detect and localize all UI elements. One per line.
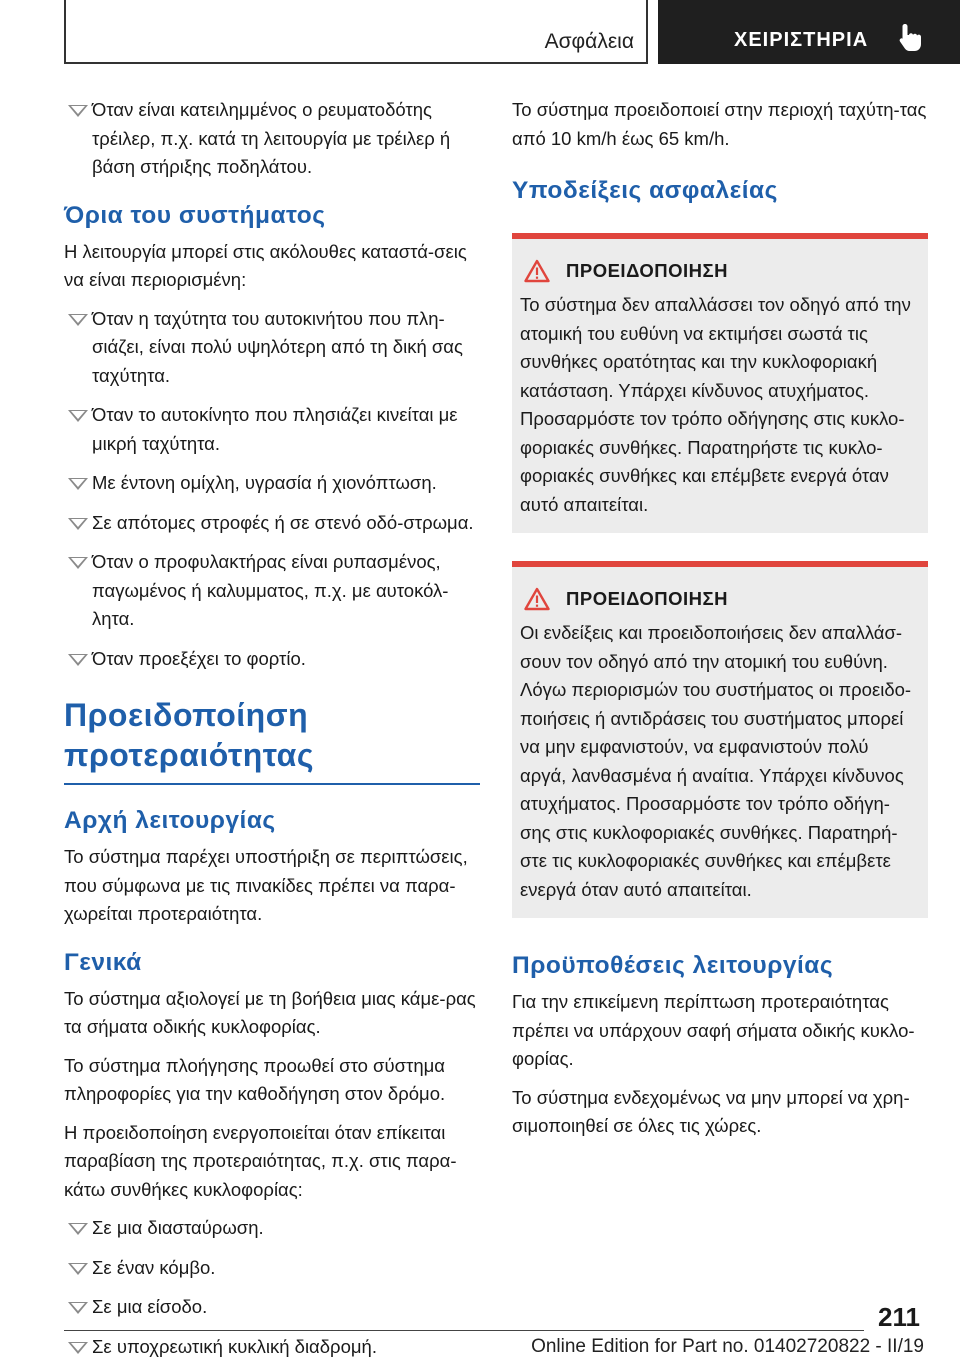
warning-title: ΠΡΟΕΙΔΟΠΟΙΗΣΗ [566,260,728,281]
list-item: Με έντονη ομίχλη, υγρασία ή χιονόπτωση. [64,469,480,498]
triangle-bullet-icon [68,518,88,530]
list-item: Σε μια είσοδο. [64,1293,480,1322]
list-item: Όταν ο προφυλακτήρας είναι ρυπασμένος, παγωμένος ή καλυμματος, π.χ. με αυτοκόλ-λητα. [64,548,480,634]
principle-text: Το σύστημα παρέχει υποστήριξη σε περιπτώσεις, που σύμφωνα με τις πινακίδες πρέπει να παρα-χωρείται προτεραιότητα. [64,846,468,924]
warning-title: ΠΡΟΕΙΔΟΠΟΙΗΣΗ [566,588,728,609]
chapter-tab[interactable] [658,0,960,64]
prerequisites-heading: Προϋποθέσεις λειτουργίας [512,952,834,979]
heading-divider [64,783,480,785]
page-number: 211 [878,1302,920,1332]
hand-pointer-icon [896,22,926,54]
warning-text: Οι ενδείξεις και προειδοποιήσεις δεν απαλλάσ-σουν τον οδηγό από την ατομική του ευθύνη. Λόγω περιορισμών του συστήματος οι προειδο-ποιήσεις ή αντιδράσεις του συστήματος μπορεί να μην εμφανιστούν, να εμφανιστούν πολύ αργά, λανθασμένα ή αναίτια. Υπάρχει κίνδυνος ατυχήματος. Προσαρμόστε τον τρόπο οδήγη-σης στις κυκλοφοριακές συνθήκες. Παρατηρή-στε τις κυκλοφοριακές συνθήκες και επέμβετε ενεργά όταν αυτό απαιτείται. [520,622,912,900]
triangle-bullet-icon [68,1302,88,1314]
list-item: Σε απότομες στροφές ή σε στενό οδό-στρωμα. [64,509,480,538]
triangle-bullet-icon [68,654,88,666]
triangle-bullet-icon [68,1263,88,1275]
general-bullet-list [64,1214,480,1361]
triangle-bullet-icon [68,1223,88,1235]
list-item: Όταν η ταχύτητα του αυτοκινήτου που πλη-σιάζει, είναι πολύ υψηλότερη από τη δική σας ταχύτητα. [64,305,480,391]
list-item: Όταν είναι κατειλημμένος ο ρευματοδότης τρέιλερ, π.χ. κατά τη λειτουργία με τρέιλερ ή βάση στήριξης ποδηλάτου. [64,96,480,182]
triangle-bullet-icon [68,478,88,490]
triangle-bullet-icon [68,1342,88,1354]
general-paragraph-2: Το σύστημα πλοήγησης προωθεί στο σύστημα πληροφορίες για την καθοδήγηση στον δρόμο. [64,1054,446,1104]
intro-bullet-list [64,96,480,182]
left-column [64,96,480,1372]
list-item: Σε υποχρεωτική κυκλική διαδρομή. [64,1333,480,1362]
warning-box [512,561,928,918]
list-item: Σε έναν κόμβο. [64,1254,480,1283]
section-title: Ασφάλεια [544,30,634,53]
principle-heading: Αρχή λειτουργίας [64,807,276,834]
list-item: Σε μια διασταύρωση. [64,1214,480,1243]
general-heading: Γενικά [64,948,142,976]
list-item: Όταν προεξέχει το φορτίο. [64,645,480,674]
warning-triangle-icon [524,587,550,611]
safety-heading: Υποδείξεις ασφαλείας [512,177,778,204]
prerequisites-paragraph-1: Για την επικείμενη περίπτωση προτεραιότητας πρέπει να υπάρχουν σαφή σήματα οδικής κυκλο-φορίας. [512,991,915,1069]
speed-range-text: Το σύστημα προειδοποιεί στην περιοχή ταχύτη-τας από 10 km/h έως 65 km/h. [512,99,927,149]
warning-triangle-icon [524,259,550,283]
triangle-bullet-icon [68,105,88,117]
triangle-bullet-icon [68,410,88,422]
general-paragraph-1: Το σύστημα αξιολογεί με τη βοήθεια μιας κάμε-ρας τα σήματα οδικής κυκλοφορίας. [64,987,476,1037]
right-column [512,96,928,1151]
edition-note: Online Edition for Part no. 01402720822 - II/19 [531,1336,924,1357]
warning-text: Το σύστημα δεν απαλλάσσει τον οδηγό από την ατομική του ευθύνη να εκτιμήσει σωστά τις συνθήκες ορατότητας και την κυκλοφοριακή κατάσταση. Υπάρχει κίνδυνος ατυχήματος. Προσαρμόστε τον τρόπο οδήγησης στις κυκλο-φοριακές συνθήκες. Παρατηρήστε τις κυκλο-φοριακές συνθήκες και επέμβετε ενεργά όταν αυτό απαιτείται. [520,294,911,515]
limits-text: Η λειτουργία μπορεί στις ακόλουθες καταστά-σεις να είναι περιορισμένη: [64,240,467,290]
limits-bullet-list [64,305,480,674]
warning-box [512,233,928,533]
footer-divider [64,1330,864,1331]
general-paragraph-3: Η προειδοποίηση ενεργοποιείται όταν επίκειται παραβίαση της προτεραιότητας, π.χ. στις παρα-κάτω συνθήκες κυκλοφορίας: [64,1121,457,1200]
section-header-box [64,0,648,64]
priority-warning-heading: Προειδοποίηση προτεραιότητας [64,697,314,773]
triangle-bullet-icon [68,557,88,569]
triangle-bullet-icon [68,314,88,326]
chapter-tab-label: ΧΕΙΡΙΣΤΗΡΙΑ [734,29,869,51]
prerequisites-paragraph-2: Το σύστημα ενδεχομένως να μην μπορεί να χρη-σιμοποιηθεί σε όλες τις χώρες. [512,1086,910,1136]
limits-heading: Όρια του συστήματος [64,201,326,229]
list-item: Όταν το αυτοκίνητο που πλησιάζει κινείται με μικρή ταχύτητα. [64,401,480,458]
